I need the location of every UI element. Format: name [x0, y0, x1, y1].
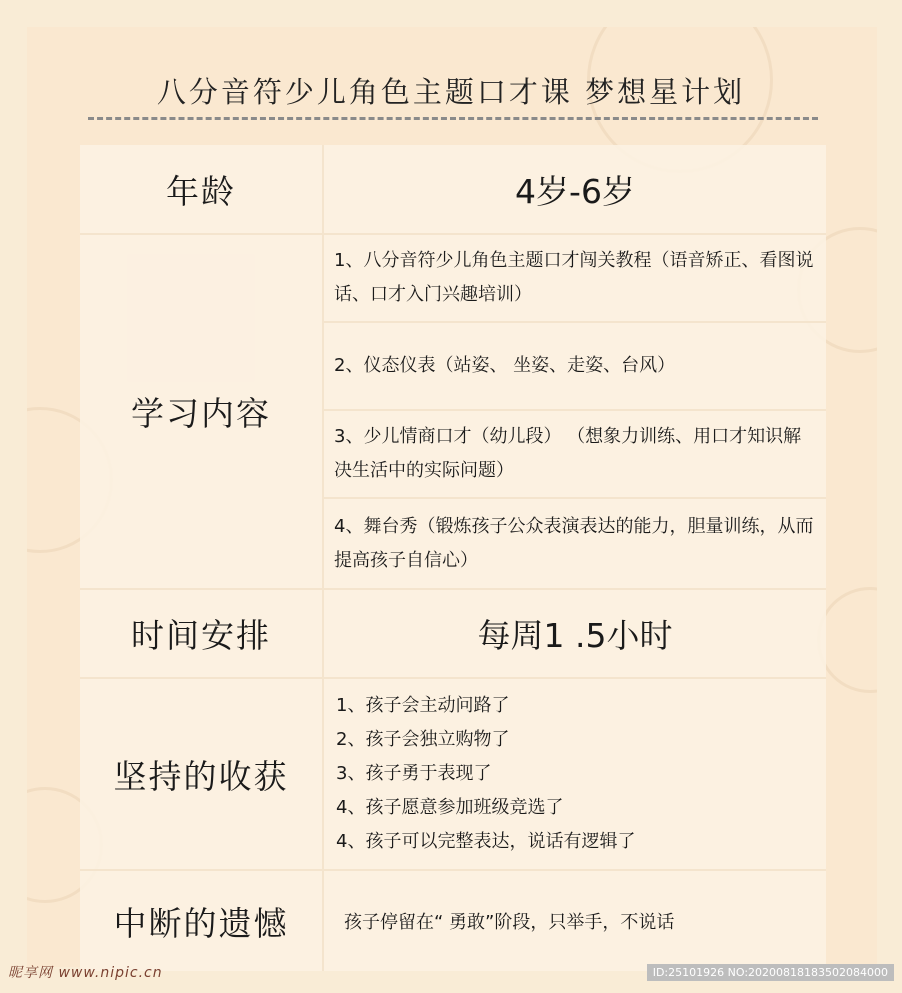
- regret-value: 孩子停留在“ 勇敢”阶段，只举手，不说话: [344, 912, 675, 933]
- list-item: 1、孩子会主动问路了: [336, 695, 510, 716]
- list-item: 4、孩子可以完整表达，说话有逻辑了: [336, 831, 636, 852]
- content-item: 2、仪态仪表（站姿、 坐姿、走姿、台风）: [324, 323, 826, 411]
- doodle-circle: [817, 587, 877, 693]
- schedule-label: 时间安排: [80, 590, 324, 677]
- row-schedule: [80, 590, 826, 679]
- row-gains: [80, 679, 826, 871]
- list-item: 2、孩子会独立购物了: [336, 729, 510, 750]
- poster-title: 八分音符少儿角色主题口才课 梦想星计划: [156, 75, 746, 109]
- dashed-divider: [88, 117, 818, 120]
- gains-list: [324, 679, 826, 869]
- row-regret: [80, 871, 826, 971]
- age-value: 4岁-6岁: [515, 171, 635, 211]
- age-label: 年龄: [80, 145, 324, 233]
- content-label: 学习内容: [80, 235, 324, 588]
- row-content: [80, 235, 826, 590]
- content-item: 1、八分音符少儿角色主题口才闯关教程（语音矫正、看图说话、口才入门兴趣培训）: [324, 235, 826, 323]
- course-table: [80, 145, 826, 971]
- gains-label: 坚持的收获: [80, 679, 324, 869]
- list-item: 3、孩子勇于表现了: [336, 763, 492, 784]
- content-item: 4、舞台秀（锻炼孩子公众表演表达的能力，胆量训练，从而提高孩子自信心）: [334, 515, 814, 571]
- content-item: 3、少儿情商口才（幼儿段） （想象力训练、用口才知识解决生活中的实际问题）: [324, 411, 826, 499]
- watermark-id: ID:25101926 NO:20200818183502084000: [647, 964, 894, 981]
- schedule-value: 每周1 .5小时: [477, 616, 673, 655]
- list-item: 4、孩子愿意参加班级竞选了: [336, 797, 564, 818]
- row-age: [80, 145, 826, 235]
- watermark-site: 昵享网 www.nipic.cn: [8, 965, 163, 981]
- regret-label: 中断的遗憾: [80, 871, 324, 971]
